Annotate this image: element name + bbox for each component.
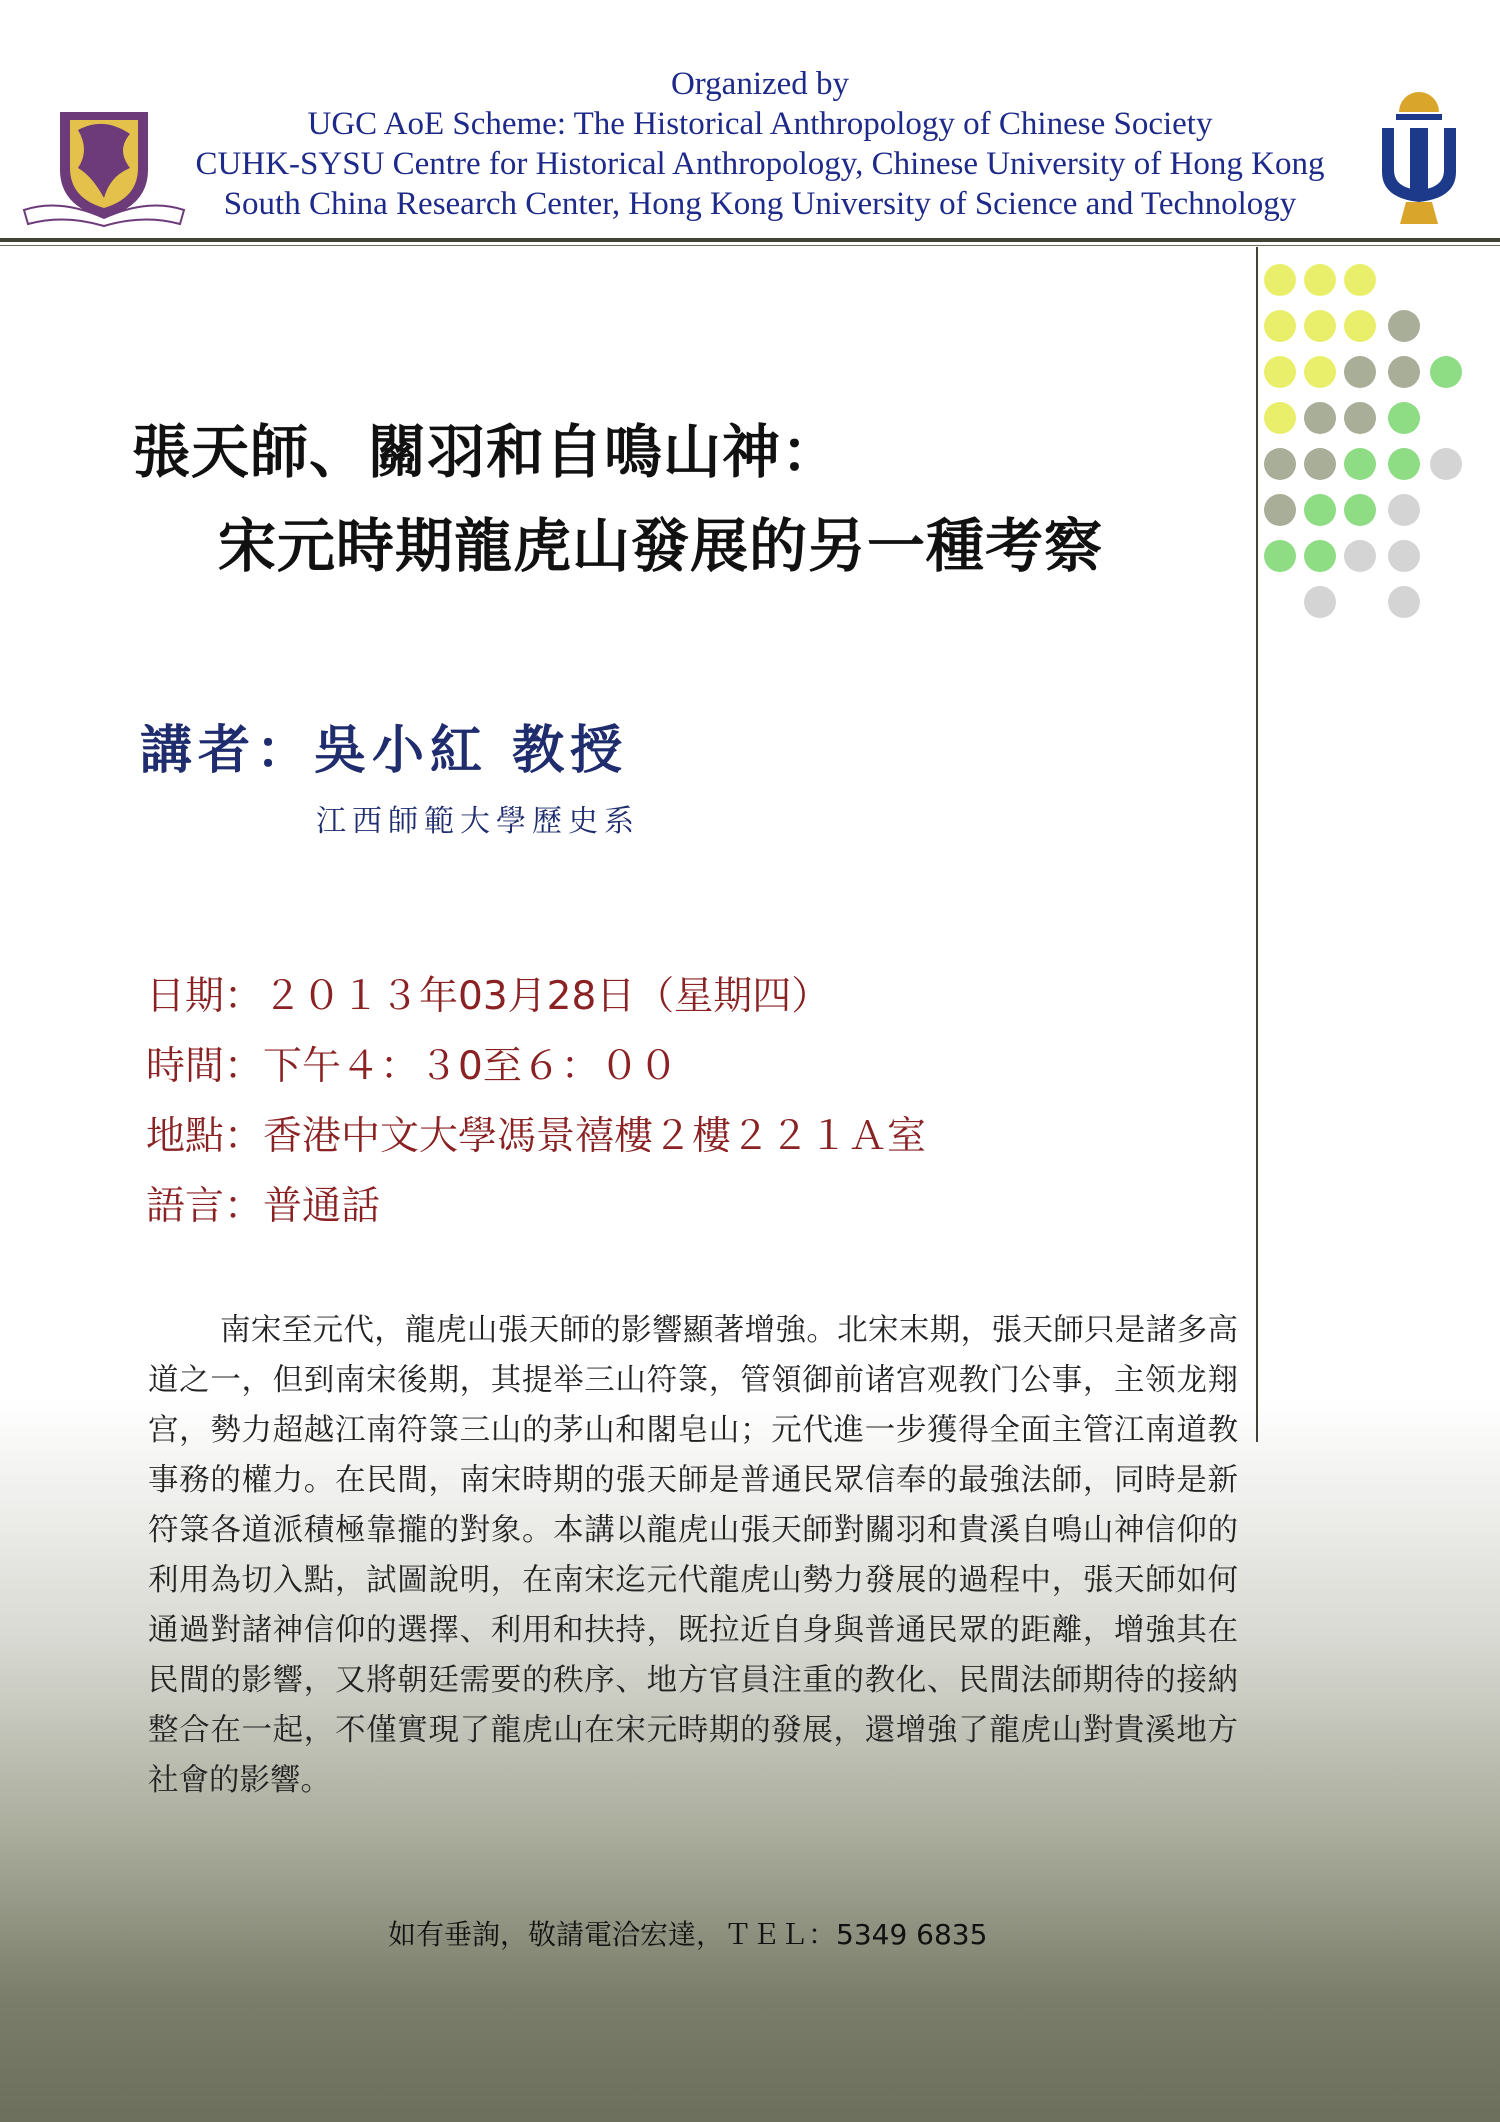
decor-dot bbox=[1264, 310, 1296, 342]
event-details bbox=[146, 962, 926, 1242]
speaker-line bbox=[140, 708, 628, 783]
detail-row-date bbox=[146, 962, 926, 1032]
decor-dot bbox=[1388, 540, 1420, 572]
header-divider-thin bbox=[0, 245, 1500, 246]
detail-label: 時間： bbox=[146, 1044, 264, 1089]
hkust-logo bbox=[1376, 90, 1462, 230]
decor-dot bbox=[1264, 540, 1296, 572]
decor-dot bbox=[1344, 448, 1376, 480]
detail-label: 日期： bbox=[146, 974, 264, 1019]
decor-dot bbox=[1304, 540, 1336, 572]
decor-dot bbox=[1344, 402, 1376, 434]
side-rule bbox=[1256, 247, 1258, 1442]
decor-dot bbox=[1264, 402, 1296, 434]
organizer-block bbox=[140, 64, 1380, 224]
organized-by-label: Organized by bbox=[670, 66, 850, 102]
decor-dot bbox=[1304, 448, 1336, 480]
speaker-affiliation: 江西師範大學歷史系 bbox=[316, 804, 640, 839]
decor-dot bbox=[1344, 494, 1376, 526]
header bbox=[0, 0, 1500, 248]
decor-dot bbox=[1344, 264, 1376, 296]
organizer-line: UGC AoE Scheme: The Historical Anthropology of Chinese Society bbox=[307, 106, 1213, 142]
decor-dot bbox=[1304, 264, 1336, 296]
detail-row-venue bbox=[146, 1102, 926, 1172]
decor-dot bbox=[1430, 448, 1462, 480]
decor-dot bbox=[1388, 356, 1420, 388]
detail-value: 普通話 bbox=[263, 1184, 381, 1229]
decor-dot bbox=[1304, 356, 1336, 388]
decor-dot bbox=[1304, 310, 1336, 342]
decor-dot bbox=[1264, 448, 1296, 480]
detail-value: ２０１３年03月28日（星期四） bbox=[263, 974, 831, 1019]
title-line-1: 張天師、關羽和自鳴山神： bbox=[132, 418, 841, 486]
detail-value: 下午４：３0至６：００ bbox=[263, 1044, 678, 1089]
detail-label: 地點： bbox=[146, 1114, 264, 1159]
decor-dot bbox=[1344, 540, 1376, 572]
decor-dot bbox=[1388, 310, 1420, 342]
decor-dot bbox=[1388, 402, 1420, 434]
decor-dot bbox=[1304, 586, 1336, 618]
detail-row-language bbox=[146, 1172, 926, 1242]
organizer-line: CUHK-SYSU Centre for Historical Anthropology, Chinese University of Hong Kong bbox=[195, 146, 1325, 182]
decor-dot bbox=[1344, 356, 1376, 388]
abstract-paragraph: 南宋至元代，龍虎山張天師的影響顯著增強。北宋末期，張天師只是諸多高道之一，但到南宋後期，其提举三山符箓，管領御前诸宫观教门公事，主领龙翔宫，勢力超越江南符箓三山的茅山和閣皂山；元代進一步獲得全面主管江南道教事務的權力。在民間，南宋時期的張天師是普通民眾信奉的最強法師，同時是新符箓各道派積極靠攏的對象。本講以龍虎山張天師對關羽和貴溪自鳴山神信仰的利用為切入點，試圖說明，在南宋迄元代龍虎山勢力發展的過程中，張天師如何通過對諸神信仰的選擇、利用和扶持，既拉近自身與普通民眾的距離，增強其在民間的影響，又將朝廷需要的秩序、地方官員注重的教化、民間法師期待的接納整合在一起，不僅實現了龍虎山在宋元時期的發展，還增強了龍虎山對貴溪地方社會的影響。 bbox=[148, 1313, 1238, 1798]
decor-dot bbox=[1264, 264, 1296, 296]
organizer-line: South China Research Center, Hong Kong University of Science and Technology bbox=[223, 186, 1297, 222]
decor-dot bbox=[1388, 586, 1420, 618]
lecture-title bbox=[132, 405, 1103, 593]
decor-dot bbox=[1344, 310, 1376, 342]
decor-dot bbox=[1264, 356, 1296, 388]
decorative-dot-grid bbox=[1264, 264, 1500, 636]
decor-dot bbox=[1388, 448, 1420, 480]
detail-label: 語言： bbox=[146, 1184, 264, 1229]
decor-dot bbox=[1304, 402, 1336, 434]
header-divider bbox=[0, 238, 1500, 242]
speaker-label: 講者： bbox=[140, 720, 315, 781]
contact-line: 如有垂詢，敬請電洽宏達，ＴＥＬ：5349 6835 bbox=[388, 1918, 988, 1951]
decor-dot bbox=[1430, 356, 1462, 388]
decor-dot bbox=[1264, 494, 1296, 526]
detail-row-time bbox=[146, 1032, 926, 1102]
decor-dot bbox=[1388, 494, 1420, 526]
title-line-2: 宋元時期龍虎山發展的另一種考察 bbox=[218, 512, 1104, 580]
detail-value: 香港中文大學馮景禧樓２樓２２１Ａ室 bbox=[263, 1114, 927, 1159]
speaker-name: 吳小紅 教授 bbox=[314, 720, 629, 781]
decor-dot bbox=[1304, 494, 1336, 526]
